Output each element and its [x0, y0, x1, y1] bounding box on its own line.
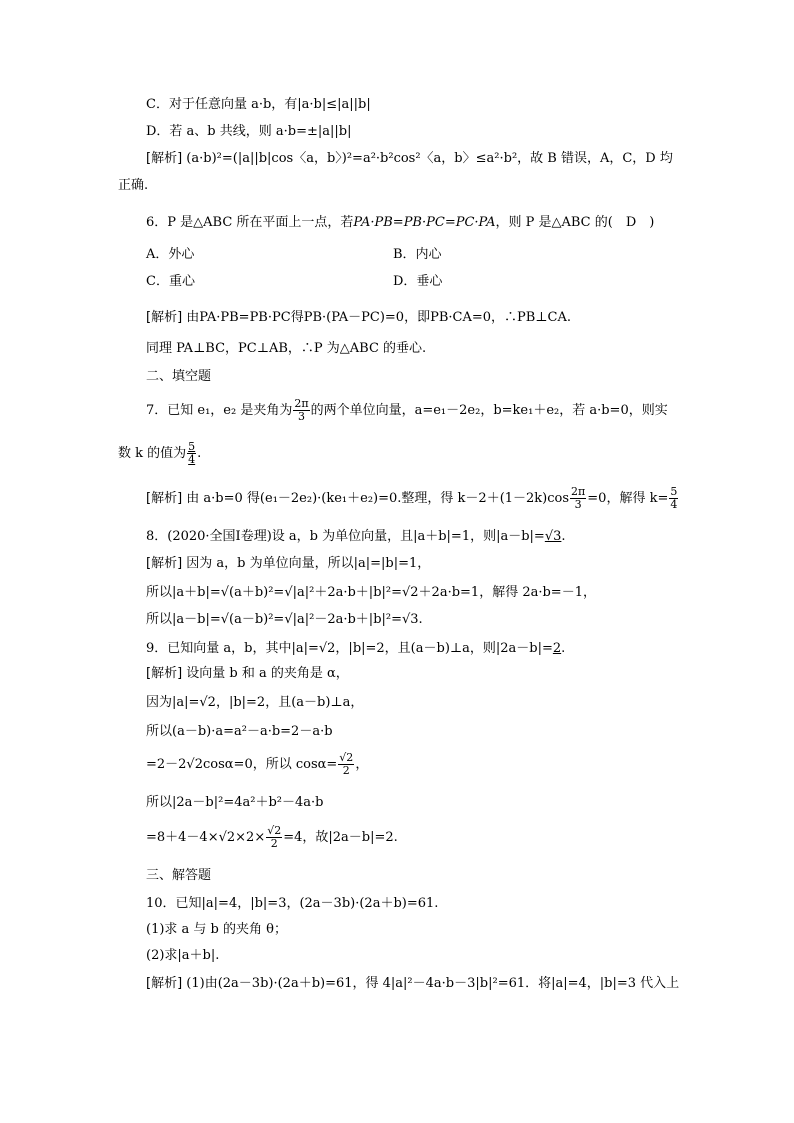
fraction-numerator: 5 — [670, 485, 678, 498]
fraction-numerator: 2π — [294, 397, 309, 410]
q9-analysis-3: 所以(a－b)·a=a²－a·b=2－a·b — [146, 724, 333, 739]
fraction-numerator: √2 — [267, 824, 282, 837]
fraction-numerator: 5 — [188, 440, 196, 453]
option-d: D．若 a、b 共线，则 a·b=±|a||b| — [146, 124, 352, 139]
q9-analysis-5: 所以|2a－b|²=4a²＋b²－4a·b — [146, 795, 324, 810]
question-8: 8．(2020·全国Ⅰ卷理)设 a，b 为单位向量，且|a＋b|=1，则|a－b|=√3. — [146, 529, 566, 544]
q9-text: 9．已知向量 a，b，其中|a|=√2，|b|=2，且(a－b)⊥a，则|2a－b|= — [146, 641, 553, 656]
q5-analysis-cont: 正确. — [118, 178, 149, 193]
a7-answer — [669, 486, 678, 511]
question-7-cont: 数 k 的值为 $\frac{5}{4}$ . — [118, 440, 202, 466]
q8-analysis-2: 所以|a＋b|=√(a＋b)²=√|a|²＋2a·b＋|b|²=√2＋2a·b=1，解得 2a·b=－1， — [146, 585, 596, 600]
analysis-text: (1)由(2a－3b)·(2a＋b)=61，得 4|a|²－4a·b－3|b|²=61．将|a|=4，|b|=3 代入上 — [186, 976, 680, 991]
q6-analysis-cont: 同理 PA⊥BC，PC⊥AB，∴P 为△ABC 的垂心. — [146, 341, 427, 356]
q7-text-a: 7．已知 e₁，e₂ 是夹角为 — [146, 403, 293, 418]
fraction-denominator: 2 — [342, 764, 350, 777]
fraction-denominator: 4 — [670, 498, 678, 511]
analysis-tag: [解析] — [146, 976, 183, 991]
a9-fraction — [338, 752, 354, 777]
q10-analysis — [146, 975, 679, 993]
analysis-text: =8＋4－4×√2×2× — [146, 830, 266, 845]
analysis-text: 由PA·PB=PB·PC得PB·(PA－PC)=0，即PB·CA=0，∴PB⊥CA. — [186, 310, 571, 325]
fraction-numerator: √2 — [339, 751, 354, 764]
q9-analysis-4: =2－2√2cosα=0，所以 cosα= $\frac{√2}{2}$ ， — [146, 751, 369, 777]
q7-text-c: 数 k 的值为 — [118, 446, 187, 461]
q8-answer: √3 — [544, 529, 562, 544]
fraction-denominator: 3 — [574, 498, 582, 511]
question-7 — [146, 398, 668, 423]
q9-analysis-6 — [146, 825, 398, 850]
analysis-tag: [解析] — [146, 491, 183, 506]
q6-option-d: D．垂心 — [393, 274, 443, 289]
option-c: C．对于任意向量 a·b，有|a·b|≤|a||b| — [146, 97, 371, 112]
q8-text: 8．(2020·全国Ⅰ卷理)设 a，b 为单位向量，且|a＋b|=1，则|a－b|= — [146, 529, 545, 544]
q6-equation: PA·PB=PB·PC=PC·PA — [353, 215, 496, 230]
analysis-text: 设向量 b 和 a 的夹角是 α， — [186, 666, 349, 681]
q6-analysis — [146, 309, 571, 327]
q7-text-b: 的两个单位向量，a=e₁－2e₂，b=ke₁＋e₂，若 a·b=0，则实 — [310, 403, 668, 418]
analysis-text: =2－2√2cosα=0，所以 cosα= — [146, 757, 338, 772]
q9-analysis — [146, 665, 349, 683]
a7-fraction — [570, 486, 586, 511]
analysis-text-end: =0，解得 k= — [587, 491, 669, 506]
q10-part-1: (1)求 a 与 b 的夹角 θ； — [146, 922, 287, 937]
q8-analysis — [146, 555, 430, 573]
analysis-tag: [解析] — [146, 556, 183, 571]
analysis-tag: [解析] — [146, 151, 183, 166]
analysis-text: (a·b)²=(|a||b|cos〈a，b〉)²=a²·b²cos²〈a，b〉≤a²·b²，故 B 错误，A，C，D 均 — [186, 151, 673, 166]
section-answer: 三、解答题 — [146, 868, 212, 883]
question-9: 9．已知向量 a，b，其中|a|=√2，|b|=2，且(a－b)⊥a，则|2a－b|=2. — [146, 641, 566, 656]
q9-answer: 2 — [552, 641, 562, 656]
q7-fraction — [293, 398, 309, 423]
fraction-denominator: 4 — [188, 453, 196, 466]
q6-prefix: 6．P 是△ABC 所在平面上一点，若 — [146, 215, 354, 230]
q6-option-a: A．外心 — [146, 247, 195, 262]
q6-option-c: C．重心 — [146, 274, 195, 289]
q8-analysis-3: 所以|a－b|=√(a－b)²=√|a|²－2a·b＋|b|²=√3. — [146, 612, 423, 627]
fraction-numerator: 2π — [571, 485, 586, 498]
analysis-tag: [解析] — [146, 310, 183, 325]
question-6 — [146, 214, 654, 232]
q10-part-2: (2)求|a＋b|. — [146, 948, 220, 963]
q6-option-b: B．内心 — [393, 247, 442, 262]
analysis-text-end: =4，故|2a－b|=2. — [283, 830, 398, 845]
analysis-text: 由 a·b=0 得(e₁－2e₂)·(ke₁＋e₂)=0.整理，得 k－2＋(1－2k)cos — [186, 491, 570, 506]
q6-suffix: ，则 P 是△ABC 的( D ) — [495, 215, 655, 230]
a9-fraction-2 — [266, 825, 282, 850]
fraction-denominator: 2 — [270, 837, 278, 850]
fraction-denominator: 3 — [297, 410, 305, 423]
q7-answer — [187, 441, 196, 466]
analysis-text: 因为 a，b 为单位向量，所以|a|=|b|=1， — [186, 556, 431, 571]
q7-analysis — [146, 486, 679, 511]
q9-analysis-2: 因为|a|=√2，|b|=2，且(a－b)⊥a， — [146, 695, 364, 710]
q5-analysis — [146, 150, 673, 168]
analysis-tag: [解析] — [146, 666, 183, 681]
section-fill-blank: 二、填空题 — [146, 369, 212, 384]
question-10: 10．已知|a|=4，|b|=3，(2a－3b)·(2a＋b)=61. — [146, 896, 439, 911]
